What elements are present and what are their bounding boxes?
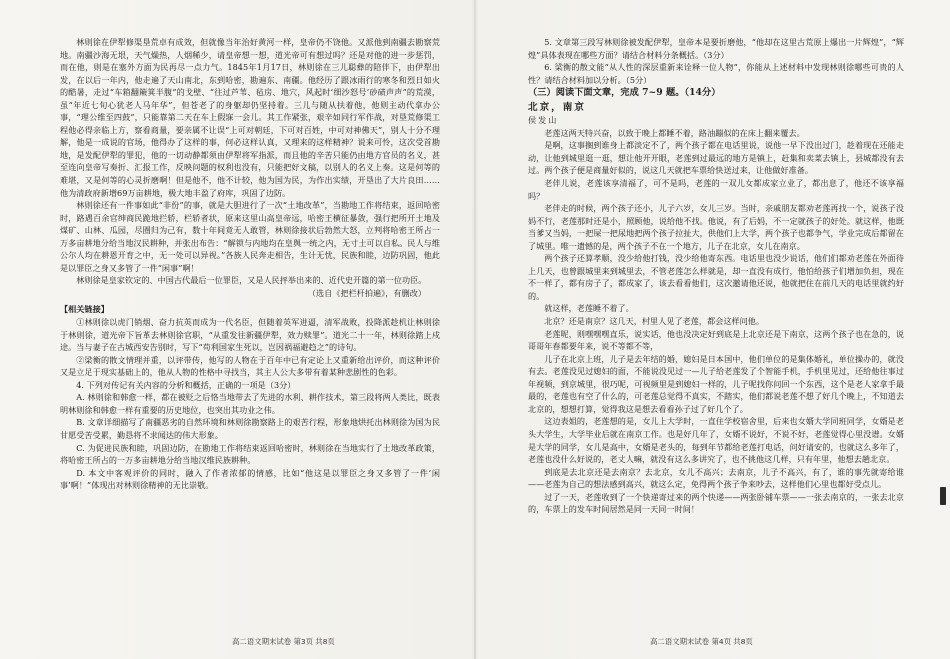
right-page xyxy=(528,36,904,516)
story-paragraph: 儿子在北京上班，儿子是去年结的婚，媳妇是日本国中，他们单位的是集体婚礼，单位操办的，就没有去。老莲没见过媳妇的面，不能说没见过一—儿子给老莲发了个智能手机，手机里见过，还给他往事过年视频，到京城里，很巧呢，可视频里是到媳妇一样的，儿子呢找你问回一个东西，这个是老人家拿手最最的，老莲也有空了什么的，可老莲总觉得不真实，不踏实，他们都说老莲不想了好几个晚上，不知道去北京的，想想打算，觉得我这是想去看看孙子过了好几个了。 xyxy=(528,353,904,414)
story-paragraph: 北京？还是南京？这几天，村里人见了老莲，都会这样问他。 xyxy=(544,316,765,327)
article-paragraph: 林则徐是皇家钦定的、中国古代最后一位罪臣，又是人民抨举出来的、近代史开篇的第一位功臣。 xyxy=(76,275,427,286)
question-4-option-c: C. 为促进民族和睦，巩固边防，在勘地工作将结束返回哈密时，林则徐在当地实行了土地改革政策，将哈密王所占的一万多亩耕地分给当地汉维民族耕种。 xyxy=(60,442,440,466)
left-page-footer: 高二语文期末试卷 第3页 共8页 xyxy=(232,637,335,646)
right-page-footer: 高二语文期末试卷 第4页 共8页 xyxy=(650,637,753,646)
story-paragraph: 老莲这两天特兴奋，以致于晚上都睡不着，路油蹦似的在床上翻来覆去。 xyxy=(544,127,805,138)
question-5: 5. 文章第三段写林则徐被发配伊犁，皇帝本是要折磨他，“他却在这里古荒原上爆出一片辉煌”，“辉煌”具体表现在哪些方面？请结合材料分条概括。（3分） xyxy=(528,37,904,60)
page-fold xyxy=(474,0,476,659)
question-4-stem: 4. 下列对传记有关内容的分析和概括，正确的一项是（3分） xyxy=(76,379,296,390)
article-paragraph: 林则徐还有一件事如此“非份”的事，就是大胆进行了一次“土地改革”，当勘地工作将结束，返回哈密时，路遇百余官绅商民跪地拦轿，栏轿者状，原来这里山高皇帝远，哈密王横征暴敛，强行把所开土地及煤矿、山林、瓜园，尽圈归为己有，数十年间竟无人敢管，林则徐接状后勃然大怒，立判将哈密王所占一万多亩耕地分给当地汉民耕种，并张出布告：“解锁与内地均在皇舆一统之内，无寸土可以自私。民人与维公尔人均在耕恩开育之中，无一处可以异视。”各族人民奔走相告，生计无忧，民族和睦，边防巩固，他此是以罪臣之身又多管了一件“闲事”啊！ xyxy=(60,200,440,273)
related-link-item: ①林则徐以虎门销烟、奋力抗英而成为一代名臣，但随着英军进逼，清军战败，投降派趁机让林则徐于林则徐，道光帝下旨革去林则徐官职，“从重发往新疆伊犁，效力赎罪”。道光二十一年，林则徐踏上戍途。当与妻子在古城西安告别时，写下“苟利国家生死以，岂因祸福避趋之”的诗句。 xyxy=(60,317,440,353)
story-paragraph: 就这样，老莲睡不着了。 xyxy=(544,303,634,314)
article-source: （选自《把栏杆拍遍》，有删改） xyxy=(307,287,426,298)
scan-edge-mark xyxy=(940,487,946,505)
story-paragraph: 两个孩子还算孝顺，没少给他打钱，没少给他寄东西。电话里也没少说话，他们们都劝老莲在外面待上几天，也曾跟城里来到城里去，不管老莲怎么样就是，却一直没有成行，他怕给孩子们增加负担，现在不一样了，都有房子了，都成家了，该去看看他们，这次邀请他还说，他就把住在前几天的电话里就约好的。 xyxy=(528,253,904,301)
story-paragraph: 老伴儿说，老莲该享清福了，可不是吗，老莲的一双儿女都成家立业了，都出息了，他还不该享福吗？ xyxy=(528,178,904,201)
story-paragraph: 老莲呢，则嘿嘿嘿直乐，说实话，他也没决定好到底是上北京还是下南京，这两个孩子也在急的，说哥哥年春都要年来，说不等都不等， xyxy=(528,328,904,352)
story-paragraph: 老伴走的时候，两个孩子还小，儿子六岁，女儿三岁。当时，亲戚朋友都劝老莲再找一个，说孩子没妈不行，老莲那时还是小，照顾他，说给他不找。他说，有了后妈，不一定就孩子的好处。就这样，他既当爹又当妈，一把屎一把尿地把两个孩子拉扯大，供他们上大学，两个孩子也都争气，学业完成后都留在了城里。唯一遗憾的是，两个孩子不在一个地方，儿子在北京，女儿在南京。 xyxy=(528,203,904,251)
related-link-item: ②梁衡的散文情理并重，以评带传，他写的人物在于百年中已有定论上又重新给出评价，而这种评价又是立足于现实基础上的，他从人物的性格中寻找当，其主人公大多带有着某种悲剧性的色彩。 xyxy=(60,354,440,378)
story-paragraph: 过了一天，老莲收到了一个快递寄过来的两个快递——两张卧铺车票——一张去南京的，一张去北京的，车票上的发车时间居然是同一天同一时间！ xyxy=(528,491,904,515)
story-author: 侯发山 xyxy=(528,115,559,126)
question-4-option-d: D. 本文中客观评价的同时，融入了作者浓郁的情感，比如“他这是以罪臣之身又多管了一件‘闲事’啊！”体现出对林则徐精神的无比崇敬。 xyxy=(60,467,440,491)
question-4-option-b: B. 文章详细描写了南疆恶劣的自然环境和林则徐勘察路上的艰苦行程，形象地烘托出林则徐为国为民甘愿受苦受累，勤恳将不求闻达的伟大形象。 xyxy=(60,417,440,440)
section-three-heading: （三）阅读下面文章，完成 7~9 题。（14分） xyxy=(528,87,721,99)
related-links-heading: 【相关链接】 xyxy=(60,304,109,315)
story-title: 北京，南京 xyxy=(528,101,586,113)
left-page xyxy=(60,36,440,492)
article-paragraph: 林则徐在伊犁修渠垦荒卓有成效，但就像当年治好黄河一样，皇帝仍不饶他。又派他到南疆去勘察荒地。南疆沙海无垠，天气燥热，人烟稀少，请皇帝想一想，道光帝可有想过吗？还是对他的进一步惩罚，而在他，则是在塞外方面为民再尽一点力气。1845年1月17日，林则徐在三儿聪彝的陪伴下，由伊犁出发，在以后一年内，他走遍了天山南北，东到哈密，勘遍东、南疆。他经历了跟冰雨行的寒冬和烈日如火的酷暑，走过“车箱翻簸箕半腹”的戈壁、“往过芦苇、毡房、地穴，风起时‘细沙怒号’砂碛声声”的荒漠，虽“年近七旬心犹老人马年华”，但苍老了的身躯却仍坚持着。三儿与随从扶着他，他则主动代拿办公事，“理公维至四鼓”，只能靠第二天在车上假寐一会儿。其工作紧张，艰辛如同行军作战，对垦荒修渠工程他必得亲临上方，察看商量，要亲属不让误“上可对朝廷，下可对百姓，中可对神佛天”，别人十分不理解，他是一成说的官场，他得办了这样的事，何必这样认真，又理来的这样精神？说来可怜，这次受首勘地，是发配伊犁的罪犯，他的一切动静都须由伊犁将军指派，而且他的辛苦只能仍由地方官员的名义，甚至连向皇帝写奏折、汇报工作，反映问题的权利也没有，只能把好文稿，以别人的名义上奏。这是何等的难堪，又是何等的心灵折磨啊！但是他不，他不计较，他为国为民，为作出实绩，开垦出了大片良田……他为清政府新增69万亩耕地，极大地丰盈了府库，巩固了边防。 xyxy=(60,37,440,198)
story-paragraph: 是啊，这事搁到谁身上都淡定不了，两个孩子都在电话里说，说他一早下没出过门，趁着现在还能走动，让他到城里逛一逛，想让他开开眼，老莲到过最远的地方是镇上，赶集和卖菜去镇上，县城都没有去过。两个孩子便是商量好似的，说这几天就把车票给快送过来，让他做好准备。 xyxy=(528,140,904,176)
story-paragraph: 这边表姐的，老莲想的是，女儿上大学时，一直住学校宿舍里，后来也女婿大学同班同学，女婿是老头大学生，大学毕业后就在南京工作。也是好几年了，女婿不说好，不说不好，老莲觉得心里没谱。女婿是大学的同学，女儿是高中，女婿是老头的，每到年节都给老莲打电话，问好请安的，也就这么多年了，老莲也没什么好说的，老丈人嘛，就没有这么多讲究了，也不挑他这几样，只有年里，他想去趟北京。 xyxy=(528,416,904,465)
question-4-option-a: A. 林则徐和韩愈一样，都在被贬之后恪当地带去了先进的水利、耕作技术，第三段将两人类比，既表明林则徐和韩愈一样有重要的历史地位，也突出其功业之伟。 xyxy=(60,392,440,415)
question-6: 6. 梁衡的散文能“从人性的深层重新来诠释一位人物”，你能从上述材料中发现林则徐哪些可贵的人性？请结合材料加以分析。（5分） xyxy=(528,62,904,85)
story-paragraph: 到底是去北京还是去南京？去北京，女儿不高兴；去南京，儿子不高兴，有了，谁的事先就寄给谁——老莲为自己的想法感到高兴，就这么定，免得两个孩子争来吵去，这样他们心里也都好受点儿。 xyxy=(528,466,904,490)
